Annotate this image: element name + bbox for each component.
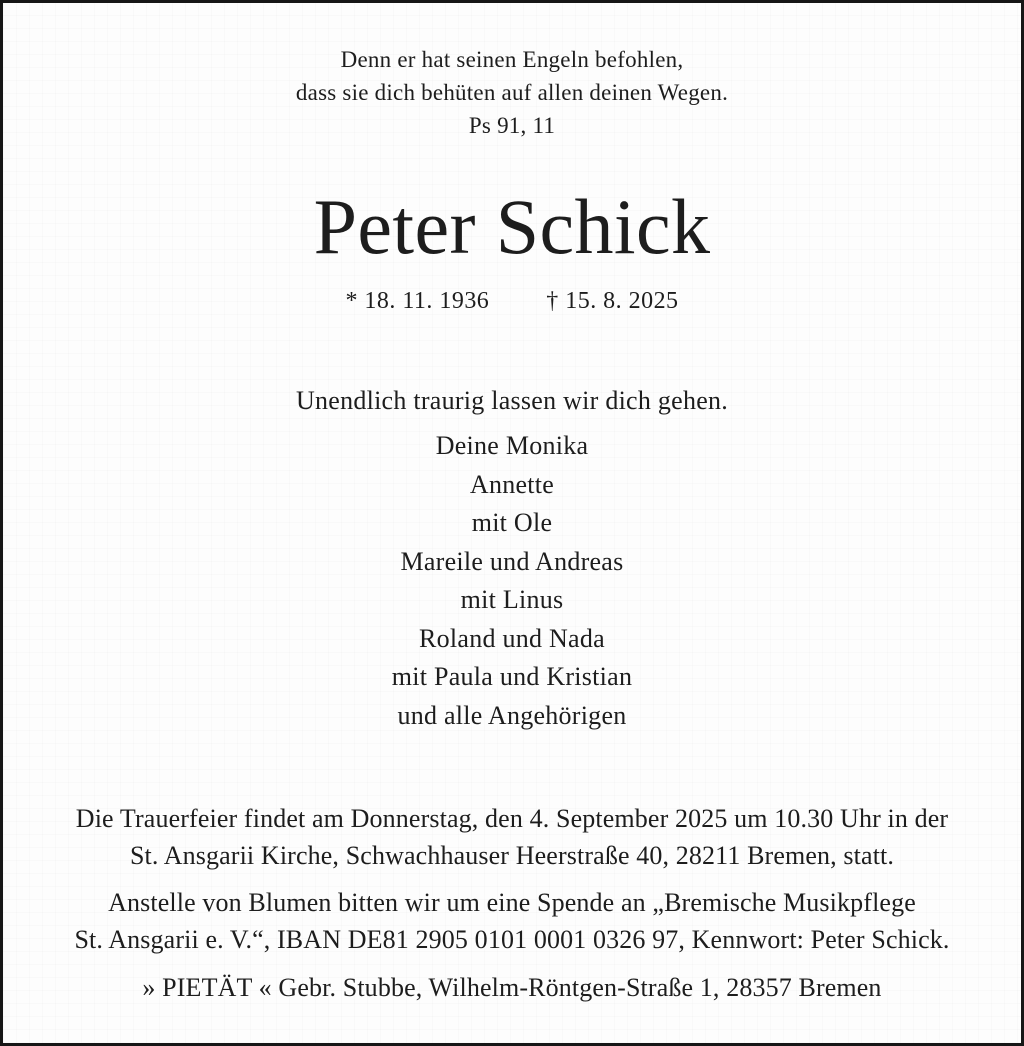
epigraph (296, 43, 728, 142)
mourner-line: Deine Monika (435, 431, 589, 460)
service-info (76, 800, 948, 874)
mourner-line: Roland und Nada (419, 623, 605, 653)
donation-line-1: Anstelle von Blumen bitten wir um eine Spende an „Bremische Musikpflege (108, 888, 916, 917)
life-dates (345, 286, 678, 316)
deceased-name: Peter Schick (313, 183, 711, 270)
death-date: † 15. 8. 2025 (546, 288, 679, 314)
donation-line-2: St. Ansgarii e. V.“, IBAN DE81 2905 0101 0001 0326 97, Kennwort: Peter Schick. (74, 925, 950, 954)
service-line-1: Die Trauerfeier findet am Donnerstag, den 4. September 2025 um 10.30 Uhr in der (75, 804, 949, 833)
epigraph-line-1: Denn er hat seinen Engeln befohlen, (340, 47, 684, 72)
mourner-line: mit Paula und Kristian (391, 662, 633, 691)
mourner-line: mit Linus (460, 585, 564, 614)
donation-info (74, 884, 949, 958)
mourner-line: mit Ole (471, 508, 553, 537)
service-line-2: St. Ansgarii Kirche, Schwachhauser Heerstraße 40, 28211 Bremen, statt. (129, 841, 895, 870)
mourner-line: Annette (469, 469, 555, 499)
mourner-line: Mareile und Andreas (400, 546, 624, 576)
mourners-list (392, 427, 632, 735)
mourner-line: und alle Angehörigen (397, 700, 627, 730)
epigraph-source: Ps 91, 11 (468, 113, 556, 138)
funeral-home-line: » PIETÄT « Gebr. Stubbe, Wilhelm-Röntgen-Straße 1, 28357 Bremen (142, 973, 882, 1002)
epigraph-line-2: dass sie dich behüten auf allen deinen Wegen. (295, 80, 729, 105)
birth-date: * 18. 11. 1936 (345, 288, 490, 314)
farewell-line: Unendlich traurig lassen wir dich gehen. (295, 386, 729, 415)
